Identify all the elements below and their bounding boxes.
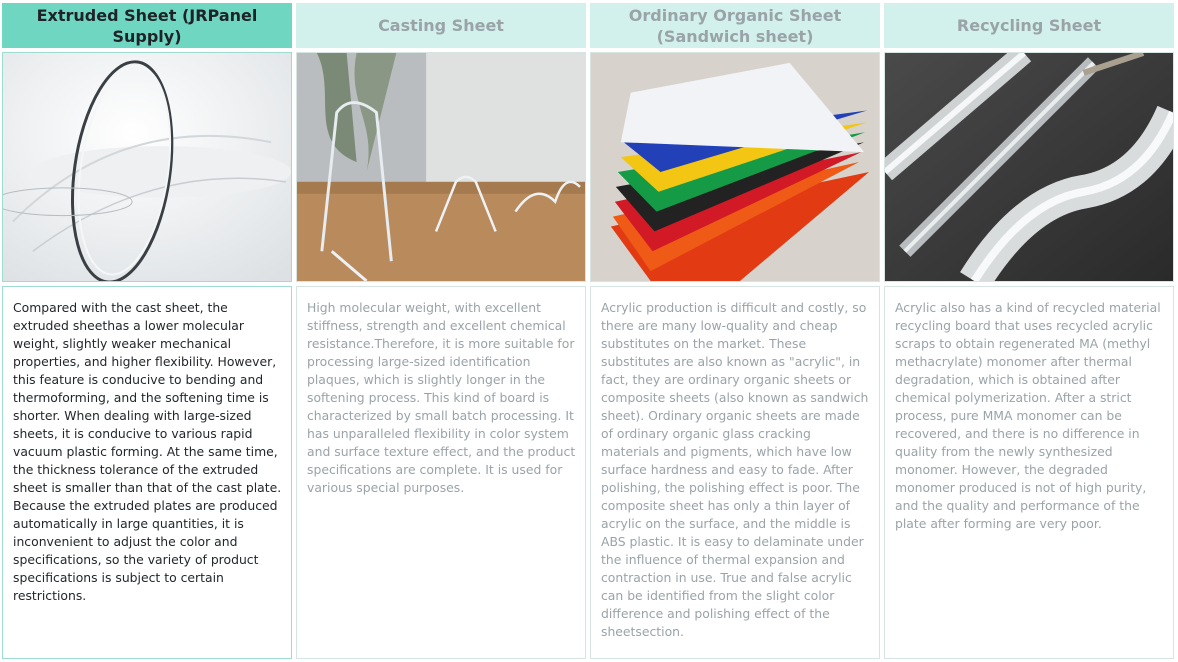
casting-sheet-description: High molecular weight, with excellent stiffness, strength and excellent chemical resistance.Therefore, it is more suitable for processing large-sized identification plaques, which is slightly longer in the softening process. This kind of board is characterized by small batch processing. It has unparalleled flexibility in color system and surface texture effect, and the product specifications are complete. It is used for various special purposes.	[296, 286, 586, 659]
casting-sheet-image	[296, 52, 586, 282]
tab-recycling-sheet[interactable]: Recycling Sheet	[884, 3, 1174, 48]
extruded-sheet-image	[2, 52, 292, 282]
tab-organic-sheet[interactable]: Ordinary Organic Sheet (Sandwich sheet)	[590, 3, 880, 48]
column-organic-sheet	[590, 0, 880, 662]
recycling-sheet-image	[884, 52, 1174, 282]
tab-extruded-sheet[interactable]: Extruded Sheet (JRPanel Supply)	[2, 3, 292, 48]
column-extruded-sheet	[2, 0, 292, 662]
column-recycling-sheet	[884, 0, 1174, 662]
recycling-sheet-description: Acrylic also has a kind of recycled material recycling board that uses recycled acrylic scraps to obtain regenerated MA (methyl methacrylate) monomer after thermal degradation, which is obtained after chemical polymerization. After a strict process, pure MMA monomer can be recovered, and there is no difference in quality from the newly synthesized monomer. However, the degraded monomer produced is not of high purity, and the quality and performance of the plate after forming are very poor.	[884, 286, 1174, 659]
extruded-sheet-description: Compared with the cast sheet, the extruded sheethas a lower molecular weight, slightly weaker mechanical properties, and higher flexibility. However, this feature is conducive to bending and thermoforming, and the softening time is shorter. When dealing with large-sized sheets, it is conducive to various rapid vacuum plastic forming. At the same time, the thickness tolerance of the extruded sheet is smaller than that of the cast plate. Because the extruded plates are produced automatically in large quantities, it is inconvenient to adjust the color and specifications, so the variety of product specifications is subject to certain restrictions.	[2, 286, 292, 659]
organic-sheet-description: Acrylic production is difficult and costly, so there are many low-quality and cheap substitutes on the market. These substitutes are also known as "acrylic", in fact, they are ordinary organic sheets or composite sheets (also known as sandwich sheet). Ordinary organic sheets are made of ordinary organic glass cracking materials and pigments, which have low surface hardness and easy to fade. After polishing, the polishing effect is poor. The composite sheet has only a thin layer of acrylic on the surface, and the middle is ABS plastic. It is easy to delaminate under the influence of thermal expansion and contraction in use. True and false acrylic can be identified from the slight color difference and polishing effect of the sheetsection.	[590, 286, 880, 659]
tab-casting-sheet[interactable]: Casting Sheet	[296, 3, 586, 48]
organic-sheet-image	[590, 52, 880, 282]
column-casting-sheet	[296, 0, 586, 662]
